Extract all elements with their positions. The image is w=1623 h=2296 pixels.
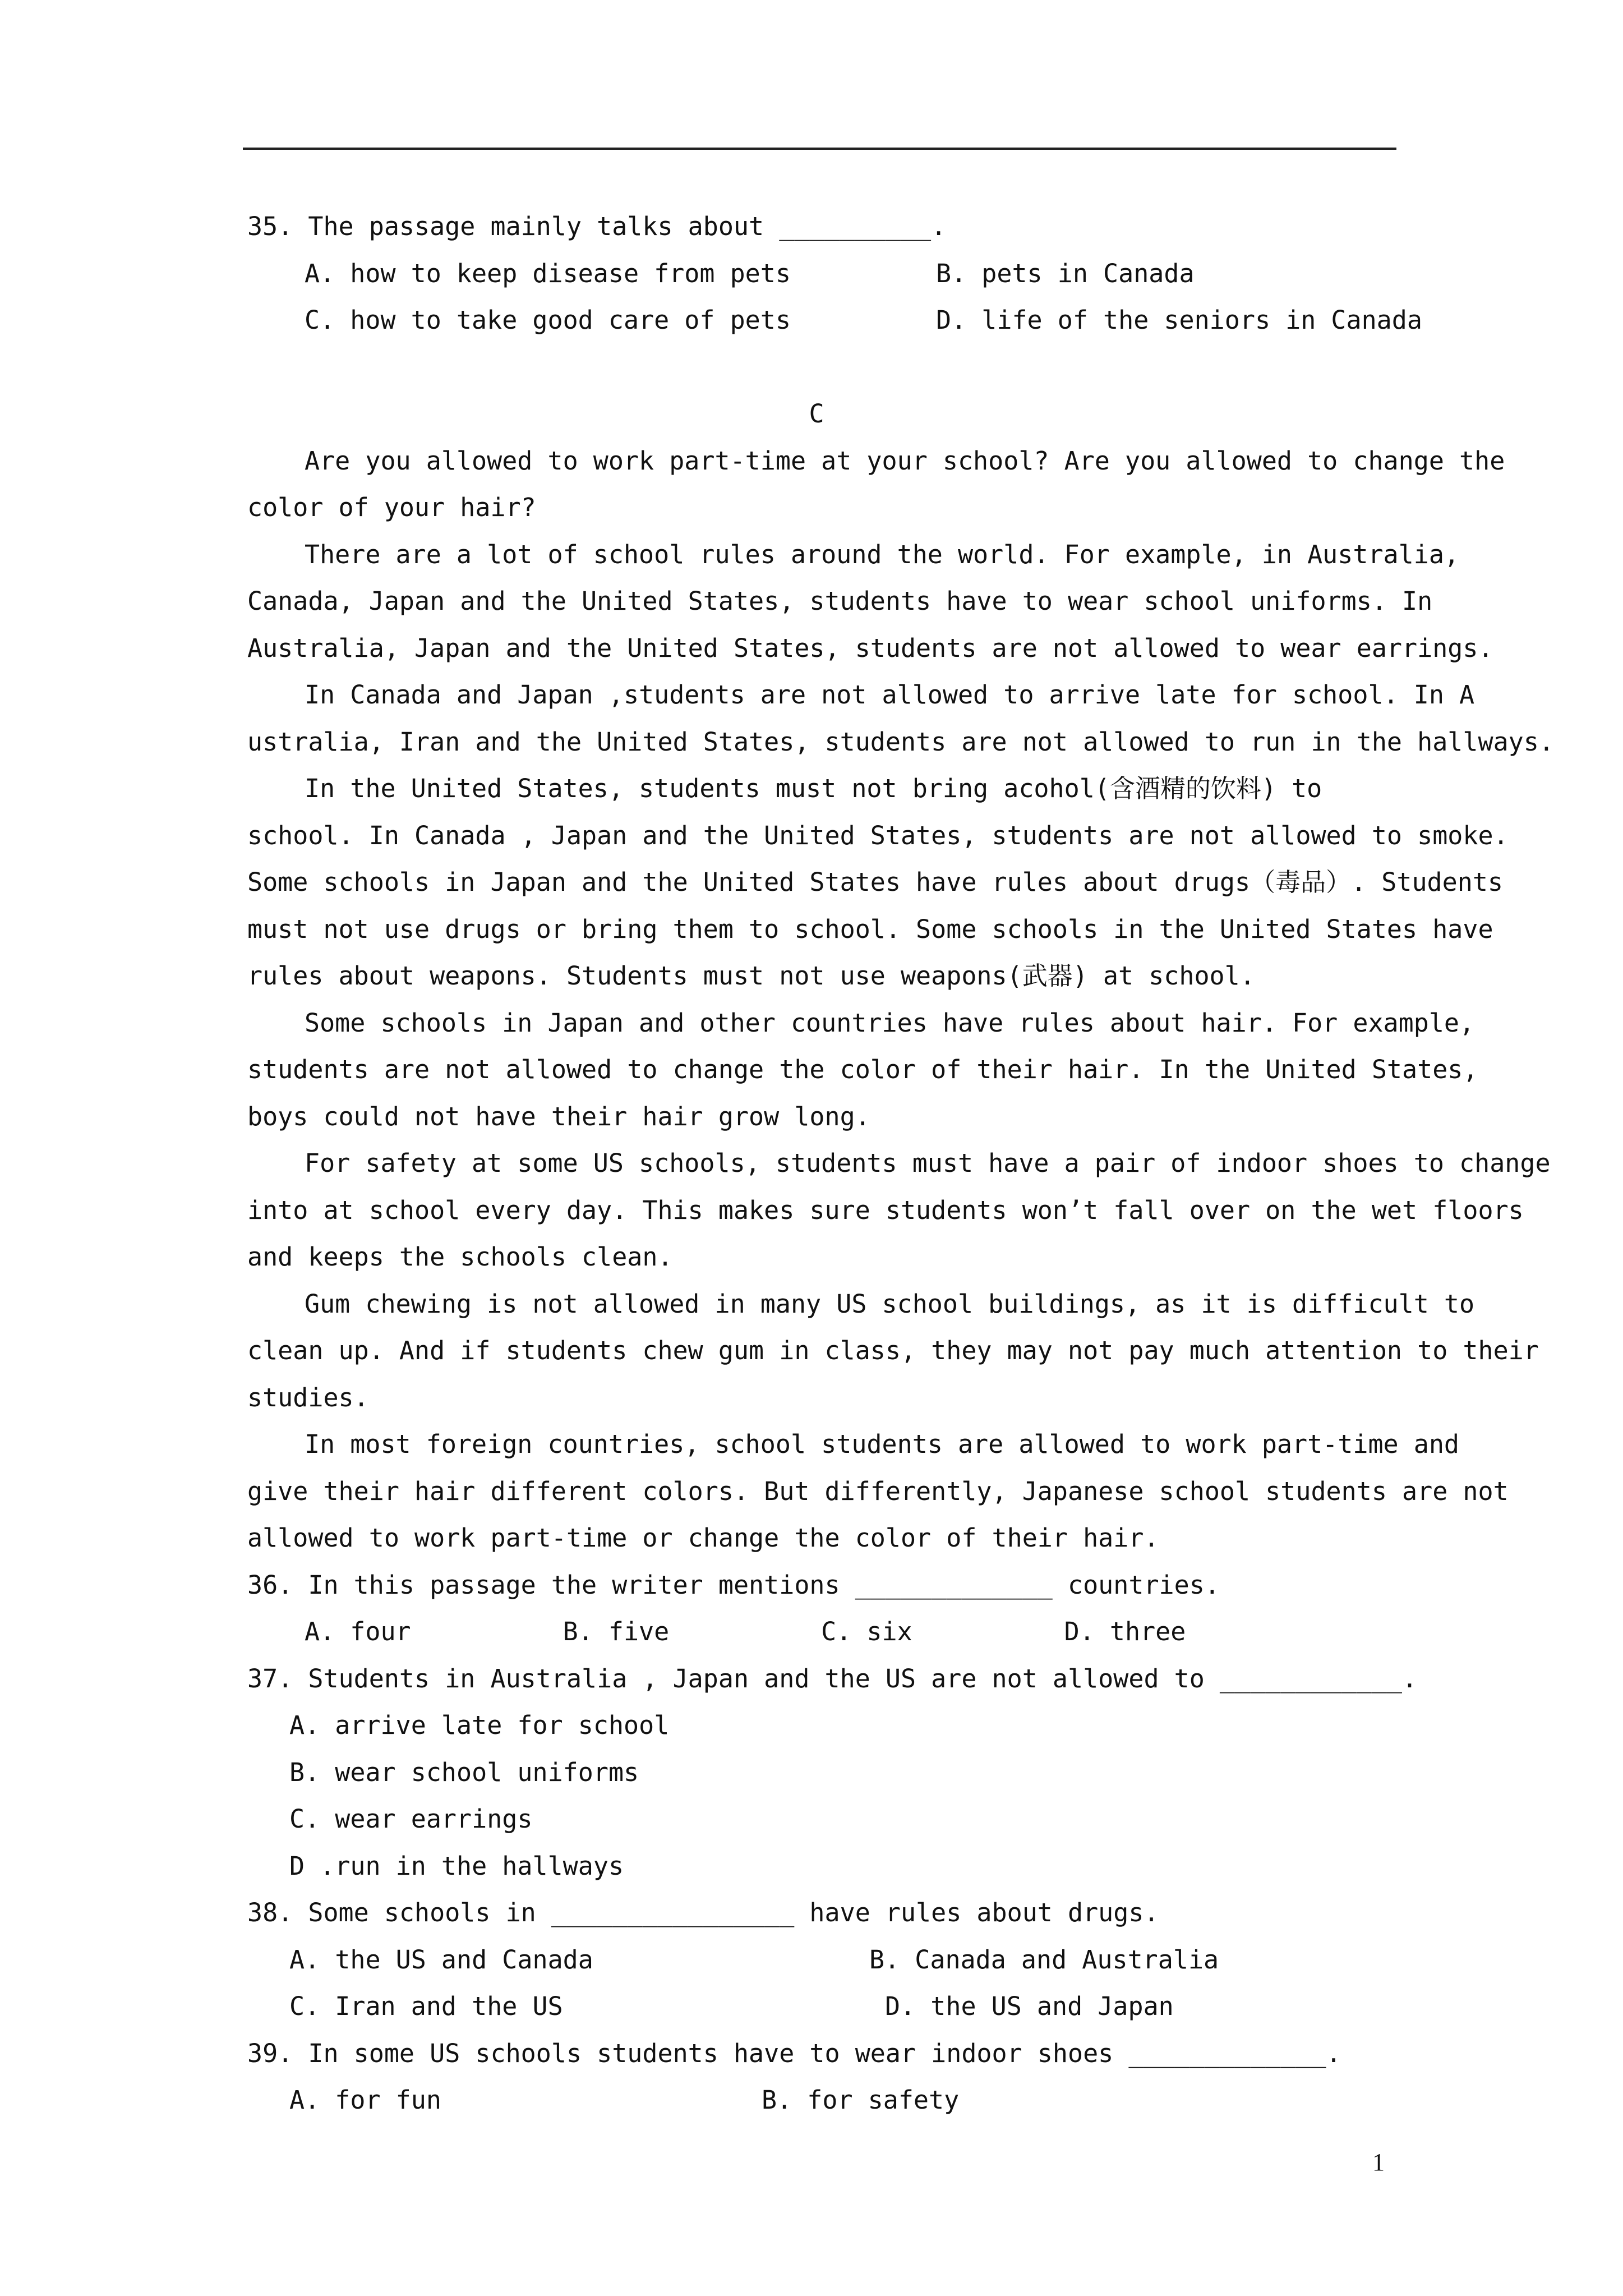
passage-line: Some schools in Japan and other countries have rules about hair. For example,	[305, 1007, 1475, 1038]
question-37-stem: 37. Students in Australia , Japan and the US are not allowed to ____________.	[247, 1663, 1418, 1694]
page-content	[247, 203, 1554, 2124]
passage-line: Australia, Japan and the United States, students are not allowed to wear earrings.	[247, 633, 1493, 663]
section-heading-c: C	[809, 399, 824, 429]
passage-line: Gum chewing is not allowed in many US school buildings, as it is difficult to	[305, 1289, 1475, 1319]
passage-line: into at school every day. This makes sure students won’t fall over on the wet floors	[247, 1195, 1524, 1225]
question-38-stem: 38. Some schools in ________________ have rules about drugs.	[247, 1898, 1159, 1927]
option-37-a: A. arrive late for school	[289, 1710, 670, 1740]
passage-line: studies.	[247, 1382, 369, 1412]
option-37-b: B. wear school uniforms	[289, 1757, 639, 1787]
passage-line: and keeps the schools clean.	[247, 1242, 673, 1272]
header-rule	[243, 148, 1396, 150]
option-39-b: B. for safety	[762, 2085, 960, 2115]
option-35-d: D. life of the seniors in Canada	[936, 305, 1422, 335]
passage-line: clean up. And if students chew gum in class, they may not pay much attention to their	[247, 1336, 1539, 1365]
option-38-a: A. the US and Canada	[289, 1944, 593, 1975]
passage-line: boys could not have their hair grow long.	[247, 1101, 870, 1131]
passage-line: Are you allowed to work part-time at your school? Are you allowed to change the	[305, 445, 1505, 476]
option-37-d: D .run in the hallways	[289, 1851, 624, 1881]
passage-line: In Canada and Japan ,students are not allowed to arrive late for school. In A	[305, 680, 1475, 710]
passage-line: In the United States, students must not bring acohol(含酒精的饮料) to	[305, 774, 1322, 803]
question-38-options-row-1	[247, 1936, 1447, 1984]
option-35-b: B. pets in Canada	[936, 258, 1195, 288]
page-number: 1	[1372, 2148, 1385, 2176]
passage-line: give their hair different colors. But differently, Japanese school students are not	[247, 1476, 1509, 1506]
passage-line: There are a lot of school rules around the world. For example, in Australia,	[305, 539, 1460, 569]
option-37-c: C. wear earrings	[289, 1804, 533, 1834]
question-35-stem: 35. The passage mainly talks about __________.	[247, 211, 947, 241]
question-35-options-row-1	[247, 250, 1447, 297]
passage-line: In most foreign countries, school students are allowed to work part-time and	[305, 1429, 1460, 1459]
passage-line: color of your hair?	[247, 493, 536, 522]
option-38-c: C. Iran and the US	[289, 1991, 563, 2021]
option-35-a: A. how to keep disease from pets	[305, 258, 791, 288]
option-35-c: C. how to take good care of pets	[305, 305, 791, 335]
option-38-d: D. the US and Japan	[885, 1991, 1174, 2021]
question-39-options-row-1	[247, 2077, 1447, 2124]
option-38-b: B. Canada and Australia	[869, 1944, 1219, 1975]
question-39-stem: 39. In some US schools students have to wear indoor shoes _____________.	[247, 2038, 1341, 2068]
passage-line: students are not allowed to change the color of their hair. In the United States,	[247, 1055, 1478, 1084]
passage-line: Some schools in Japan and the United States have rules about drugs（毒品）. Students	[247, 867, 1504, 897]
question-36-options: A. four B. five C. six D. three	[305, 1617, 1186, 1646]
question-38-options-row-2	[247, 1983, 1447, 2030]
passage-line: Canada, Japan and the United States, students have to wear school uniforms. In	[247, 586, 1433, 616]
passage-line: For safety at some US schools, students must have a pair of indoor shoes to change	[305, 1148, 1551, 1178]
passage-line: allowed to work part-time or change the color of their hair.	[247, 1523, 1159, 1553]
option-39-a: A. for fun	[289, 2085, 441, 2115]
passage-line: ustralia, Iran and the United States, students are not allowed to run in the hallways.	[247, 726, 1554, 757]
passage-line: must not use drugs or bring them to school. Some schools in the United States have	[247, 914, 1493, 944]
passage-line: rules about weapons. Students must not use weapons(武器) at school.	[247, 961, 1255, 991]
passage-line: school. In Canada , Japan and the United States, students are not allowed to smoke.	[247, 820, 1509, 850]
question-36-stem: 36. In this passage the writer mentions _____________ countries.	[247, 1570, 1220, 1600]
spacer	[247, 344, 1447, 391]
question-35-options-row-2	[247, 297, 1447, 344]
